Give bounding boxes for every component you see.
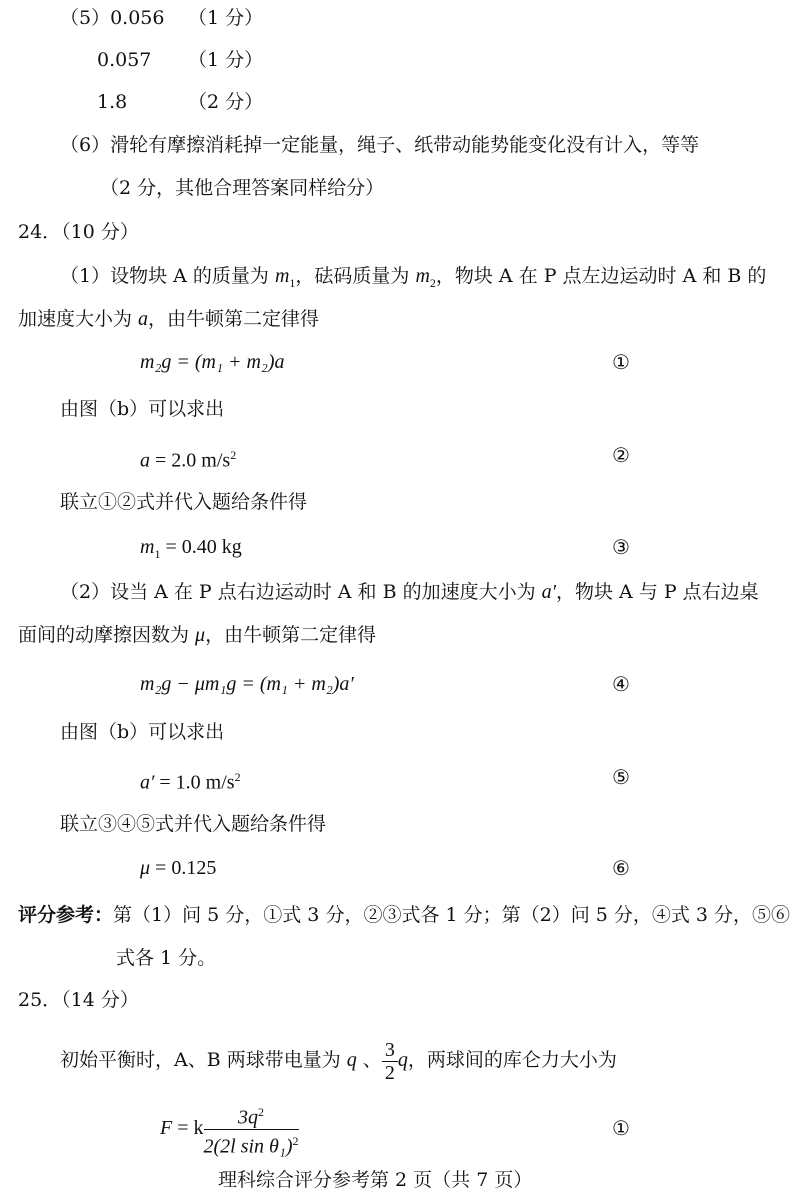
score-5-3: （2 分） — [188, 91, 264, 113]
answer-6-score: （2 分，其他合理答案同样给分） — [100, 177, 385, 199]
q24-part2-text-cont: 面间的动摩擦因数为 μ，由牛顿第二定律得 — [18, 624, 377, 646]
grading-note-cont: 式各 1 分。 — [116, 947, 217, 969]
answer-5-2: 0.057 — [97, 49, 152, 71]
marker-6: ⑥ — [612, 856, 630, 880]
q25-intro-text: 初始平衡时，A、B 两球带电量为 q 、 $\frac{3}{2}$ q，两球间的库仑力大小为 — [60, 1038, 617, 1084]
equation-2: a = 2.0 $m/s^2$ — [140, 448, 237, 472]
grading-note-label: 评分参考： — [18, 904, 114, 926]
question-24-heading: 24．（10 分） — [18, 221, 139, 243]
score-5-2: （1 分） — [188, 49, 264, 71]
equation-1: m₂g = (m₁ + m₂)a — [140, 351, 285, 373]
marker-3: ③ — [612, 535, 630, 559]
marker-1: ① — [612, 350, 630, 374]
q24-part2-text: （2）设当 A 在 P 点右边运动时 A 和 B 的加速度大小为 a′，物块 A 与 P 点右边桌 — [60, 581, 759, 603]
answer-6: （6）滑轮有摩擦消耗掉一定能量，绳子、纸带动能势能变化没有计入，等等 — [60, 134, 700, 156]
answer-5-3: 1.8 — [97, 91, 128, 113]
equation-6: μ = 0.125 — [140, 857, 217, 879]
marker-2: ② — [612, 443, 630, 467]
score-5-1: （1 分） — [188, 7, 264, 29]
marker-7: ① — [612, 1116, 630, 1140]
coulomb-fraction: $\frac{3q^2}{2(2l \sin \theta_1)^2}$ — [204, 1101, 299, 1157]
marker-5: ⑤ — [612, 765, 630, 789]
answer-5-1: （5）0.056 — [60, 7, 165, 29]
equation-4: m₂g − μm₁g = (m₁ + m₂)a′ — [140, 673, 354, 695]
q24-combine-2: 联立③④⑤式并代入题给条件得 — [60, 813, 327, 835]
equation-3: $m_1 = 0.40$ kg — [140, 536, 242, 561]
q24-part1-text-cont: 加速度大小为 a，由牛顿第二定律得 — [18, 308, 320, 330]
question-25-heading: 25．（14 分） — [18, 989, 139, 1011]
fraction-three-halves: $\frac{3}{2}$ — [382, 1039, 398, 1084]
equation-7: F = k $\frac{3q^2}{2(2l \sin \theta_1)^2}$ — [160, 1100, 299, 1156]
equation-5: a′ = 1.0 $m/s^2$ — [140, 770, 241, 794]
marker-4: ④ — [612, 672, 630, 696]
grading-note: 评分参考：第（1）问 5 分，①式 3 分，②③式各 1 分；第（2）问 5 分，④式 3 分，⑤⑥ — [18, 904, 791, 926]
q24-from-figure-2: 由图（b）可以求出 — [60, 721, 225, 743]
q24-combine-1: 联立①②式并代入题给条件得 — [60, 491, 308, 513]
q24-part1-text: （1）设物块 A 的质量为 $m_1$，砝码质量为 $m_2$，物块 A 在 P 点左边运动时 A 和 B 的 — [60, 265, 767, 290]
page-footer: 理科综合评分参考第 2 页（共 7 页） — [218, 1169, 533, 1191]
q24-from-figure-1: 由图（b）可以求出 — [60, 398, 225, 420]
